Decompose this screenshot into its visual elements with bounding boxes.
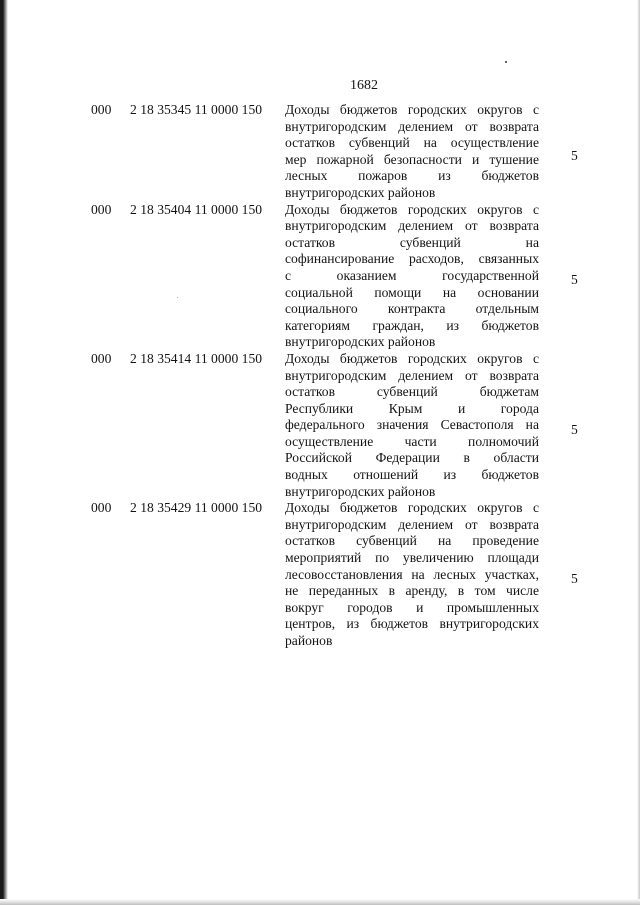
description-line: мероприятий по увеличению площади [285,550,539,566]
description-line: осуществление части полномочий [285,433,539,449]
description-line: федерального значения Севастополя на [285,417,539,433]
allocation-norm: 5 [571,147,578,163]
admin-code: 000 [91,500,112,516]
scan-shadow-bottom [0,899,640,905]
description-line: категориям граждан, из бюджетов [285,317,539,333]
description-line: остатков субвенций на [285,234,539,250]
description-line: водных отношений из бюджетов [285,467,539,483]
scan-speck [505,61,507,63]
description-line: мер пожарной безопасности и тушение [285,151,539,167]
revenue-description [285,102,539,202]
description-line: остатков субвенций на осуществление [285,135,539,151]
table-row [0,102,640,202]
description-line: лесных пожаров из бюджетов [285,168,539,184]
description-line: внутригородским делением от возврата [285,367,539,383]
description-line: социальной помощи на основании [285,284,539,300]
admin-code: 000 [91,350,112,366]
description-line: внутригородских районов [285,483,436,499]
description-line: Доходы бюджетов городских округов с [285,500,539,516]
allocation-norm: 5 [571,570,578,586]
revenue-description [285,202,539,351]
description-line: внутригородским делением от возврата [285,218,539,234]
description-line: внутригородских районов [285,184,436,200]
admin-code: 000 [91,201,112,217]
table-row [0,351,640,500]
description-line: Доходы бюджетов городских округов с [285,102,539,117]
description-line: внутригородским делением от возврата [285,516,539,532]
description-line: с оказанием государственной [285,267,539,283]
revenue-description [285,351,539,500]
description-line: Доходы бюджетов городских округов с [285,350,539,366]
description-line: Доходы бюджетов городских округов с [285,201,539,217]
table-row [0,202,640,351]
description-line: вокруг городов и промышленных [285,599,539,615]
description-line: внутригородских районов [285,334,436,350]
description-line: районов [285,633,333,648]
description-line: социального контракта отдельным [285,301,539,317]
budget-classification-code: 2 18 35429 11 0000 150 [130,500,263,516]
allocation-norm: 5 [571,421,578,437]
table-row [0,500,640,649]
description-line: внутригородским делением от возврата [285,118,539,134]
description-line: Российской Федерации в области [285,450,539,466]
revenue-description [285,500,539,649]
description-line: не переданных в аренду, в том числе [285,583,539,599]
budget-classification-code: 2 18 35404 11 0000 150 [130,201,263,217]
description-line: центров, из бюджетов внутригородских [285,616,539,632]
description-line: Республики Крым и города [285,400,539,416]
allocation-norm: 5 [571,272,578,288]
description-line: софинансирование расходов, связанных [285,251,539,267]
description-line: остатков субвенций бюджетам [285,384,539,400]
budget-classification-code: 2 18 35345 11 0000 150 [130,102,263,117]
budget-classification-code: 2 18 35414 11 0000 150 [130,350,263,366]
revenue-code-table [0,102,640,650]
description-line: лесовосстановления на лесных участках, [285,566,539,582]
description-line: остатков субвенций на проведение [285,533,539,549]
page-number: 1682 [350,78,378,93]
admin-code: 000 [91,102,112,117]
